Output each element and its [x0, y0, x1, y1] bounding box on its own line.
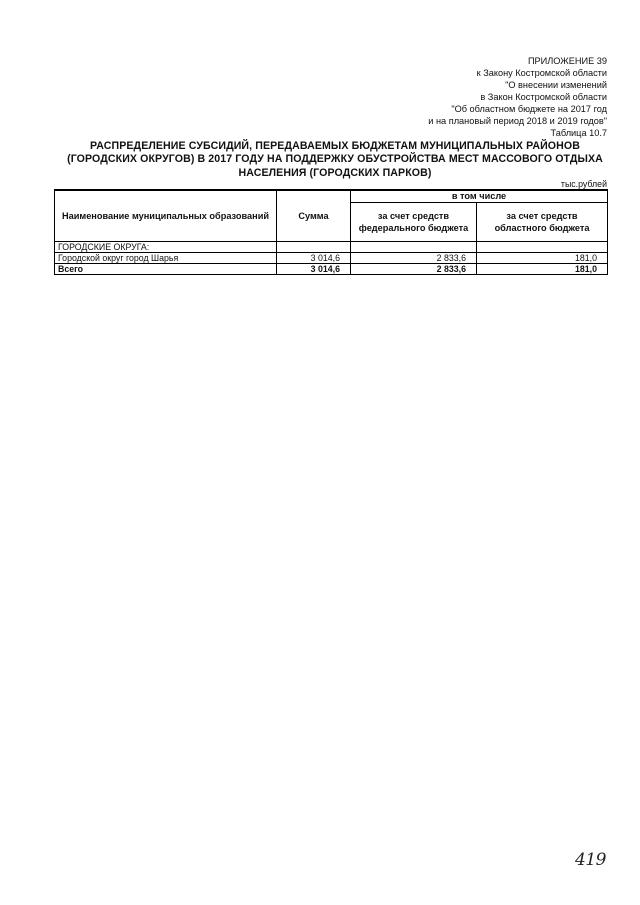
header-including: в том числе	[351, 190, 608, 203]
header-row-top	[55, 190, 608, 203]
appendix-line: в Закон Костромской области	[480, 92, 607, 102]
empty-cell	[351, 242, 477, 253]
total-regional: 181,0	[477, 264, 608, 275]
table-row	[55, 253, 608, 264]
section-label: ГОРОДСКИЕ ОКРУГА:	[55, 242, 277, 253]
section-row	[55, 242, 608, 253]
row-sum: 3 014,6	[277, 253, 351, 264]
header-name: Наименование муниципальных образований	[55, 190, 277, 242]
empty-cell	[477, 242, 608, 253]
appendix-line: к Закону Костромской области	[476, 68, 607, 78]
total-row	[55, 264, 608, 275]
empty-cell	[277, 242, 351, 253]
row-federal: 2 833,6	[351, 253, 477, 264]
header-federal: за счет средств федерального бюджета	[351, 203, 477, 242]
appendix-line: "О внесении изменений	[505, 80, 607, 90]
row-regional: 181,0	[477, 253, 608, 264]
appendix-line: и на плановый период 2018 и 2019 годов"	[428, 116, 607, 126]
handwritten-page-number: 419	[575, 850, 606, 870]
units-label: тыс.рублей	[560, 179, 607, 189]
header-sum: Сумма	[277, 190, 351, 242]
appendix-line: ПРИЛОЖЕНИЕ 39	[527, 56, 607, 66]
title-line: НАСЕЛЕНИЯ (ГОРОДСКИХ ПАРКОВ)	[238, 166, 432, 179]
header-regional: за счет средств областного бюджета	[477, 203, 608, 242]
total-name: Всего	[55, 264, 277, 275]
appendix-line: "Об областном бюджете на 2017 год	[451, 104, 607, 114]
appendix-header	[428, 55, 607, 139]
row-name: Городской округ город Шарья	[55, 253, 277, 264]
total-sum: 3 014,6	[277, 264, 351, 275]
title-line: (ГОРОДСКИХ ОКРУГОВ) В 2017 ГОДУ НА ПОДДЕРЖКУ ОБУСТРОЙСТВА МЕСТ МАССОВОГО ОТДЫХА	[67, 153, 603, 166]
subsidy-table	[54, 189, 608, 275]
table-number: Таблица 10.7	[550, 128, 607, 138]
title-line: РАСПРЕДЕЛЕНИЕ СУБСИДИЙ, ПЕРЕДАВАЕМЫХ БЮДЖЕТАМ МУНИЦИПАЛЬНЫХ РАЙОНОВ	[90, 140, 580, 152]
document-title	[60, 140, 610, 180]
total-federal: 2 833,6	[351, 264, 477, 275]
